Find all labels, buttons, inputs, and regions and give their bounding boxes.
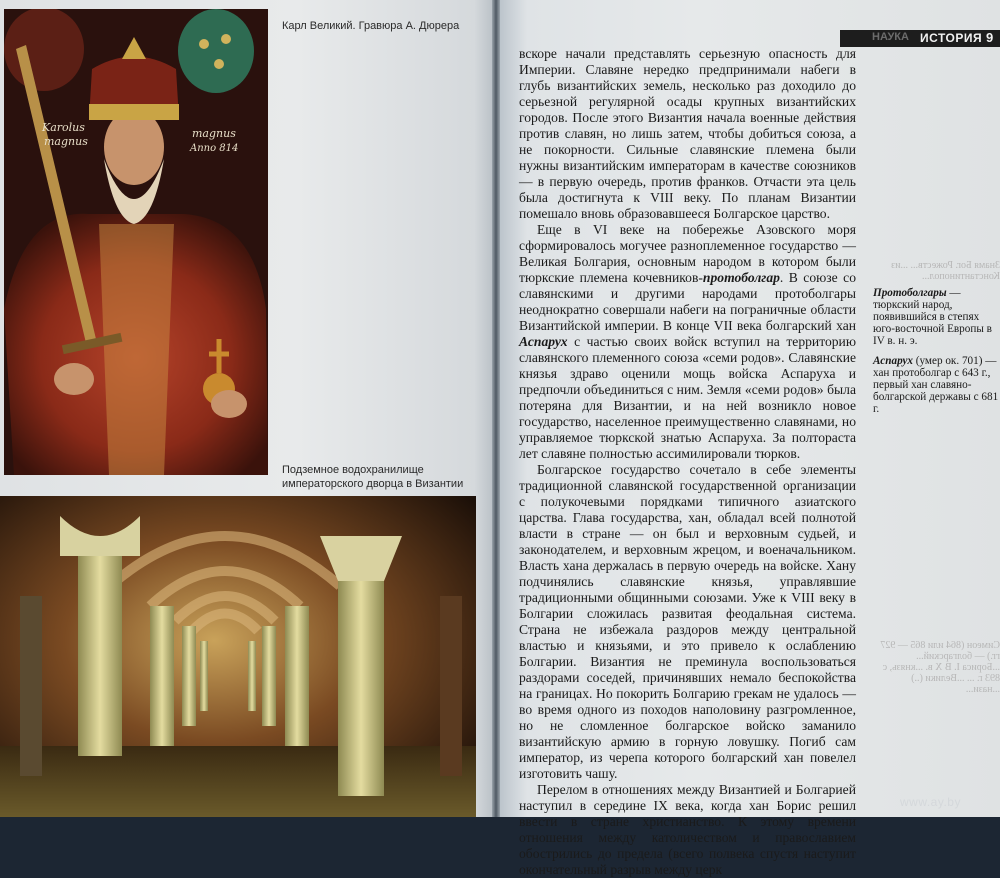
term-asparukh: Аспарух xyxy=(519,334,568,349)
sidenote-asparukh: Аспарух (умер ок. 701) — хан протоболгар с 643 г., первый хан славяно-болгарской державы с 681 г. xyxy=(873,355,999,415)
header-ghost-text: НАУКА xyxy=(872,31,909,43)
bleed-through-lower: Симеон (864 или 865 — 927 гг.) — болгарский... ...Бориса I. В X в. ...князь, с 893 г. ... ...Велики (..) ...нази... xyxy=(880,640,1000,695)
sidenote-protobolgary: Протоболгары — тюркский народ, появившийся в степях юго-восточной Европы в IV в. н. э. xyxy=(873,287,992,347)
section-title: ИСТОРИЯ xyxy=(920,31,983,45)
cistern-photo xyxy=(0,496,476,817)
inscription-left-2: magnus xyxy=(44,135,88,148)
bleed-through-upper: Знамя Бог. Рожеств... ...из Константинопол... xyxy=(891,260,1000,282)
book-gutter xyxy=(492,0,500,817)
watermark: www.ay.by xyxy=(900,795,961,809)
inscription-left-1: Karolus xyxy=(42,121,85,134)
paragraph-1: вскоре начали представлять серьезную опасность для Империи. Славяне нередко предпринимали набеги в глубь византийских земель, несколько раз доходило до серьезной регулярной осады крупных византийских городов. После этого Византия начала военные действия против славян, но лишь затем, чтобы добиться союза, а не покорности. Сильные славянские племена были нужны византийским императорам в качестве союзников — в первую очередь, против франков. Отчасти эта цель была достигнута к VIII веку. По планам Византии помешало вновь образовавшееся Болгарское царство. xyxy=(519,46,856,221)
page-number: 9 xyxy=(986,30,994,45)
term-protobolgary: протоболгар xyxy=(702,270,780,285)
main-text-column xyxy=(519,46,856,878)
paragraph-4: Перелом в отношениях между Византией и Болгарией наступил в середине IX века, когда хан Борис решил ввести в стране христианство. К этому времени отношения между католичеством и православием обострились до предела (всего полвека спустя наступит окончательный разрыв между церк xyxy=(519,782,856,877)
cistern-caption: Подземное водохранилище императорского дворца в Византии xyxy=(282,464,464,490)
inscription-right-1: magnus xyxy=(192,127,236,140)
charlemagne-portrait xyxy=(4,9,268,475)
paragraph-2: Еще в VI веке на побережье Азовского моря сформировалось могучее разноплеменное государство — Великая Болгария, основным народом в котором были тюркские племена кочевников-протоболгар. В союзе со славянскими и другими народами протоболгары неоднократно совершали набеги на пограничные области Византийской империи. В конце VII века болгарский хан Аспарух с частью своих войск вступил на территорию славянского племенного союза «семи родов». Славянские князья здраво оценили мощь войска Аспаруха и предпочли объединиться с ним. Земля «семи родов» была потеряна для Византии, и на ней возникло новое государство, населенное преимущественно славянами, но управляемое тюркской знатью Аспаруха. За полтораста лет славяне полностью ассимилировали тюрков. xyxy=(519,222,856,461)
portrait-caption: Карл Великий. Гравюра А. Дюрера xyxy=(282,20,460,32)
inscription-right-2: Anno 814 xyxy=(190,143,239,154)
paragraph-3: Болгарское государство сочетало в себе элементы традиционной славянской государственной организации с полукочевыми порядками типичного азиатского царства. Глава государства, хан, обладал всей полнотой власти в стране — он был и верховным судьей, и законодателем, и верховным жрецом, и военачальником. Власть хана держалась в первую очередь на войске. Хану подчинялись славянские князья, управлявшие традиционными общинными союзами. Уже к VIII веку в Болгарии сложилась развитая феодальная система. Страна не избежала раздоров между центральной властью и князьями, и это привело к ослаблению Болгарии. Византия не преминула воспользоваться раздорами соседей, причинявших немало беспокойства на границах. Но покорить Болгарию грекам не удалось — во время одного из походов наполовину разгромленное, но не сломленное болгарское войско заманило византийскую армию в горную ловушку. Погиб сам император, из черепа которого болгарский хан повелел изготовить чашу. xyxy=(519,462,856,781)
